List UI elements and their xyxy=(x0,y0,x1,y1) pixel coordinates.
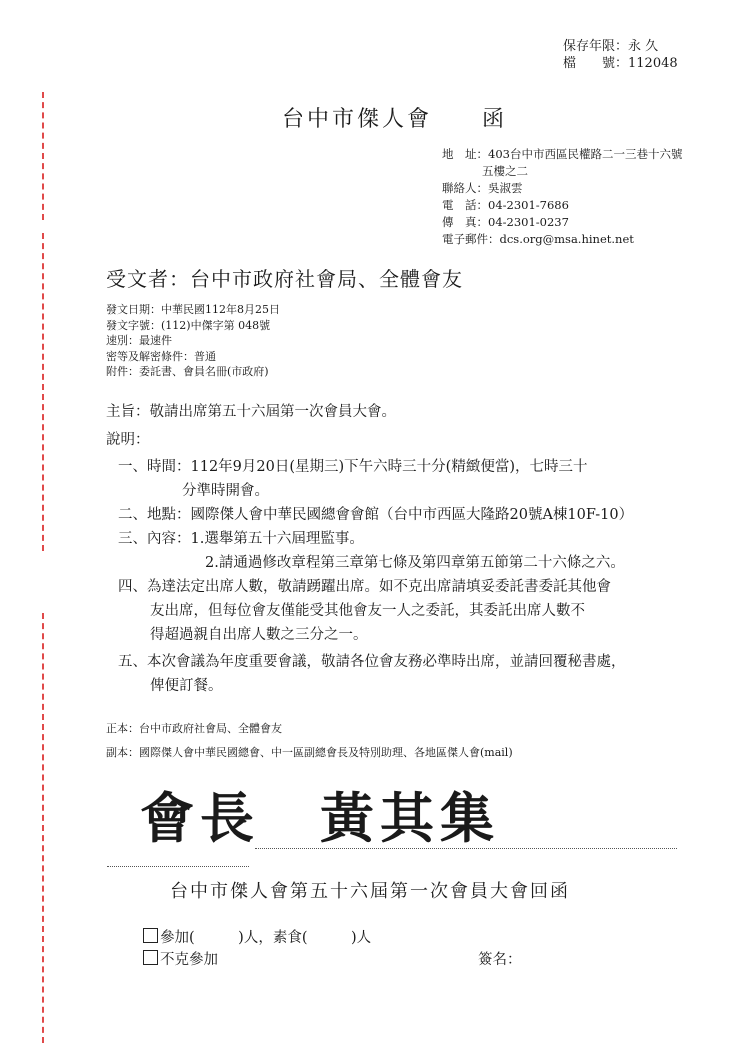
explanation-label: 說明： xyxy=(106,432,150,448)
letter-title: 台中市傑人會 函 xyxy=(282,107,508,132)
item-location: 二、地點：國際傑人會中華民國總會會館（台中市西區大隆路20號A棟10F-10） xyxy=(118,507,634,523)
original-recipients: 正本：台中市政府社會局、全體會友 xyxy=(106,722,282,735)
item-importance-cont: 俾便訂餐。 xyxy=(150,678,223,694)
reply-form-title: 台中市傑人會第五十六屆第一次會員大會回函 xyxy=(170,881,570,902)
decline-option[interactable] xyxy=(143,948,218,969)
contact-phone: 電 話：04-2301-7686 xyxy=(442,198,569,212)
binding-line-top xyxy=(42,92,44,220)
item-quorum-cont-2: 得超過親自出席人數之三分之一。 xyxy=(150,627,368,643)
delivery-speed: 速別：最速件 xyxy=(106,334,172,347)
item-quorum: 四、為達法定出席人數，敬請踴躍出席。如不克出席請填妥委託書委託其他會 xyxy=(118,579,611,595)
decline-checkbox[interactable] xyxy=(143,950,158,965)
item-content: 三、內容：1.選舉第五十六屆理監事。 xyxy=(118,531,364,547)
contact-email: 電子郵件：dcs.org@msa.hinet.net xyxy=(442,232,634,246)
cut-line xyxy=(255,848,677,849)
document-meta xyxy=(106,302,280,380)
security-level: 密等及解密條件：普通 xyxy=(106,349,216,363)
attend-label: 參加( )人，素食( )人 xyxy=(160,930,372,946)
issue-date: 發文日期：中華民國112年8月25日 xyxy=(106,303,280,316)
contact-block xyxy=(442,146,682,248)
recipient: 受文者：台中市政府社會局、全體會友 xyxy=(106,267,463,291)
item-time: 一、時間：112年9月20日(星期三)下午六時三十分(精緻便當)，七時三十 xyxy=(118,459,588,475)
subject: 主旨：敬請出席第五十六屆第一次會員大會。 xyxy=(106,404,396,420)
attend-option[interactable] xyxy=(143,926,371,947)
file-number: 檔 號：112048 xyxy=(563,56,678,71)
binding-line-bottom xyxy=(42,613,44,1043)
retention-block xyxy=(563,38,678,72)
binding-line-middle xyxy=(42,233,44,551)
item-importance: 五、本次會議為年度重要會議，敬請各位會友務必準時出席，並請回覆秘書處， xyxy=(118,654,626,670)
attachments: 附件：委託書、會員名冊(市政府) xyxy=(106,365,269,378)
contact-address-cont: 五樓之二 xyxy=(482,164,528,178)
document-number: 發文字號：(112)中傑字第 048號 xyxy=(106,318,271,332)
signature-field[interactable]: 簽名： xyxy=(478,952,522,968)
item-quorum-cont-1: 友出席，但每位會友僅能受其他會友一人之委託，其委託出席人數不 xyxy=(150,603,585,619)
attend-checkbox[interactable] xyxy=(143,928,158,943)
copy-recipients: 副本：國際傑人會中華民國總會、中一區副總會長及特別助理、各地區傑人會(mail) xyxy=(106,746,513,759)
decline-label: 不克參加 xyxy=(160,952,218,968)
cut-line-short xyxy=(107,866,249,867)
contact-fax: 傳 真：04-2301-0237 xyxy=(442,215,569,229)
contact-person: 聯絡人：吳淑雲 xyxy=(442,181,523,195)
retention-period: 保存年限：永 久 xyxy=(563,39,659,54)
item-content-cont: 2.請通過修改章程第三章第七條及第四章第五節第二十六條之六。 xyxy=(205,555,625,571)
chairman-signature: 會長 黃其集 xyxy=(140,787,500,850)
item-time-cont: 分準時開會。 xyxy=(182,483,269,499)
contact-address: 地 址：403台中市西區民權路二一三巷十六號 xyxy=(442,147,683,161)
